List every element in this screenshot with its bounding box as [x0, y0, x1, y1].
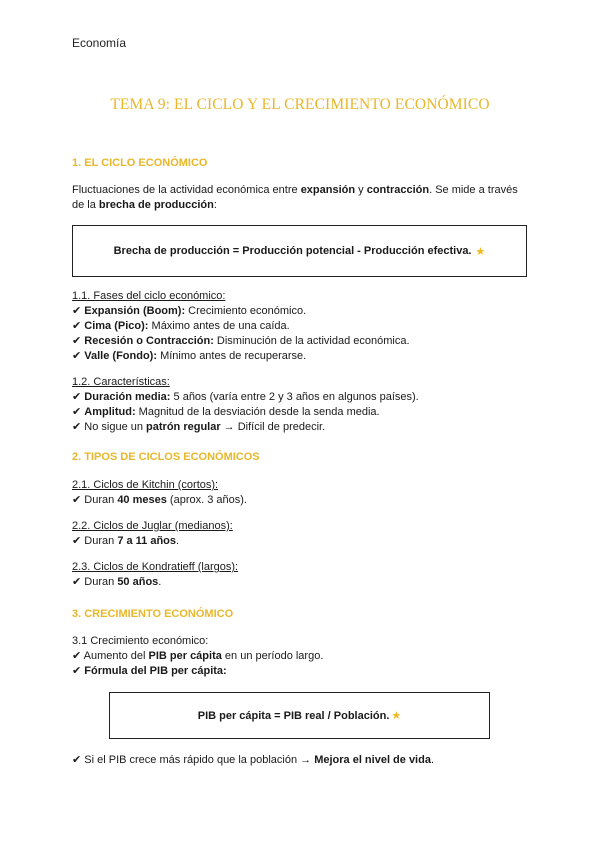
item-term: 7 a 11 años — [117, 535, 177, 547]
formula-brecha: Brecha de producción = Producción potencial - Producción efectiva. — [113, 245, 472, 257]
item-desc: 5 años (varía entre 2 y 3 años en algunos países). — [170, 391, 419, 403]
list-item — [72, 319, 290, 334]
list-item — [72, 405, 380, 420]
item-term: Mejora el nivel de vida — [314, 754, 431, 766]
star-icon: ★ — [475, 245, 486, 258]
intro-term-expansion: expansión — [300, 184, 356, 196]
item-desc: → Difícil de predecir. — [220, 421, 326, 433]
check-icon: ✔ — [72, 421, 82, 433]
item-desc: . — [158, 576, 162, 588]
item-term: PIB per cápita — [148, 650, 222, 662]
list-item — [72, 664, 227, 679]
section-1-intro-line-1 — [72, 183, 518, 198]
list-item — [72, 334, 410, 349]
kondratieff-heading: 2.3. Ciclos de Kondratieff (largos): — [72, 561, 239, 573]
document-header: Economía — [72, 36, 127, 50]
kitchin-heading: 2.1. Ciclos de Kitchin (cortos): — [72, 479, 219, 491]
item-term: Expansión (Boom): — [84, 305, 186, 317]
item-term: Duración media: — [84, 391, 171, 403]
formula-box-brecha — [72, 225, 527, 277]
section-2-heading: 2. TIPOS DE CICLOS ECONÓMICOS — [72, 451, 260, 463]
item-desc: (aprox. 3 años). — [166, 494, 247, 506]
check-icon: ✔ — [72, 391, 82, 403]
list-item — [72, 649, 323, 664]
page-title: TEMA 9: EL CICLO Y EL CRECIMIENTO ECONÓMICO — [110, 96, 490, 113]
check-icon: ✔ — [72, 576, 82, 588]
check-icon: ✔ — [72, 665, 82, 677]
item-term: Cima (Pico): — [84, 320, 149, 332]
intro-text: y — [355, 184, 367, 196]
check-icon: ✔ — [72, 305, 82, 317]
formula-pib-per-capita: PIB per cápita = PIB real / Población. — [197, 709, 390, 722]
intro-text: : — [213, 199, 217, 211]
intro-term-brecha: brecha de producción — [98, 199, 214, 211]
list-item — [72, 753, 434, 768]
item-term: 50 años — [117, 576, 159, 588]
list-item — [72, 420, 325, 435]
intro-text: de la — [72, 199, 99, 211]
section-3-heading: 3. CRECIMIENTO ECONÓMICO — [72, 608, 234, 620]
check-icon: ✔ — [72, 335, 82, 347]
section-1-heading: 1. EL CICLO ECONÓMICO — [72, 157, 208, 169]
list-item — [72, 534, 179, 549]
check-icon: ✔ — [72, 650, 82, 662]
item-term: Recesión o Contracción: — [84, 335, 214, 347]
check-icon: ✔ — [72, 350, 82, 362]
item-desc: Si el PIB crece más rápido que la población → — [84, 754, 315, 766]
check-icon: ✔ — [72, 494, 82, 506]
list-item — [72, 349, 306, 364]
item-desc: Mínimo antes de recuperarse. — [157, 350, 307, 362]
caracteristicas-heading: 1.2. Características: — [72, 376, 170, 388]
list-item — [72, 390, 419, 405]
item-term: Amplitud: — [84, 406, 136, 418]
check-icon: ✔ — [72, 320, 82, 332]
item-desc: Máximo antes de una caída. — [148, 320, 290, 332]
intro-text: Fluctuaciones de la actividad económica entre — [72, 184, 301, 196]
item-term: Valle (Fondo): — [84, 350, 158, 362]
item-desc: . — [430, 754, 435, 766]
list-item — [72, 493, 247, 508]
section-1-intro-line-2 — [72, 198, 217, 213]
item-desc: en un período largo. — [221, 650, 324, 662]
item-desc: Duran — [84, 576, 118, 588]
check-icon: ✔ — [72, 535, 82, 547]
intro-term-contraccion: contracción — [366, 184, 430, 196]
list-item — [72, 304, 306, 319]
item-term: Fórmula del PIB per cápita: — [84, 665, 227, 677]
item-desc: Duran — [84, 535, 118, 547]
check-icon: ✔ — [72, 754, 82, 766]
item-desc: Disminución de la actividad económica. — [213, 335, 410, 347]
item-desc: Aumento del — [83, 650, 149, 662]
item-desc: No sigue un — [84, 421, 147, 433]
crecimiento-subheading: 3.1 Crecimiento económico: — [72, 635, 209, 647]
item-term: 40 meses — [117, 494, 167, 506]
item-desc: Duran — [84, 494, 118, 506]
check-icon: ✔ — [72, 406, 82, 418]
formula-box-pib — [109, 692, 490, 739]
list-item — [72, 575, 161, 590]
item-desc: Crecimiento económico. — [185, 305, 307, 317]
juglar-heading: 2.2. Ciclos de Juglar (medianos): — [72, 520, 233, 532]
item-desc: . — [176, 535, 180, 547]
item-desc: Magnitud de la desviación desde la senda media. — [135, 406, 380, 418]
star-icon: ★ — [391, 710, 402, 722]
intro-text: . Se mide a través — [429, 184, 518, 196]
item-term: patrón regular — [146, 421, 221, 433]
fases-heading: 1.1. Fases del ciclo económico: — [72, 290, 226, 302]
